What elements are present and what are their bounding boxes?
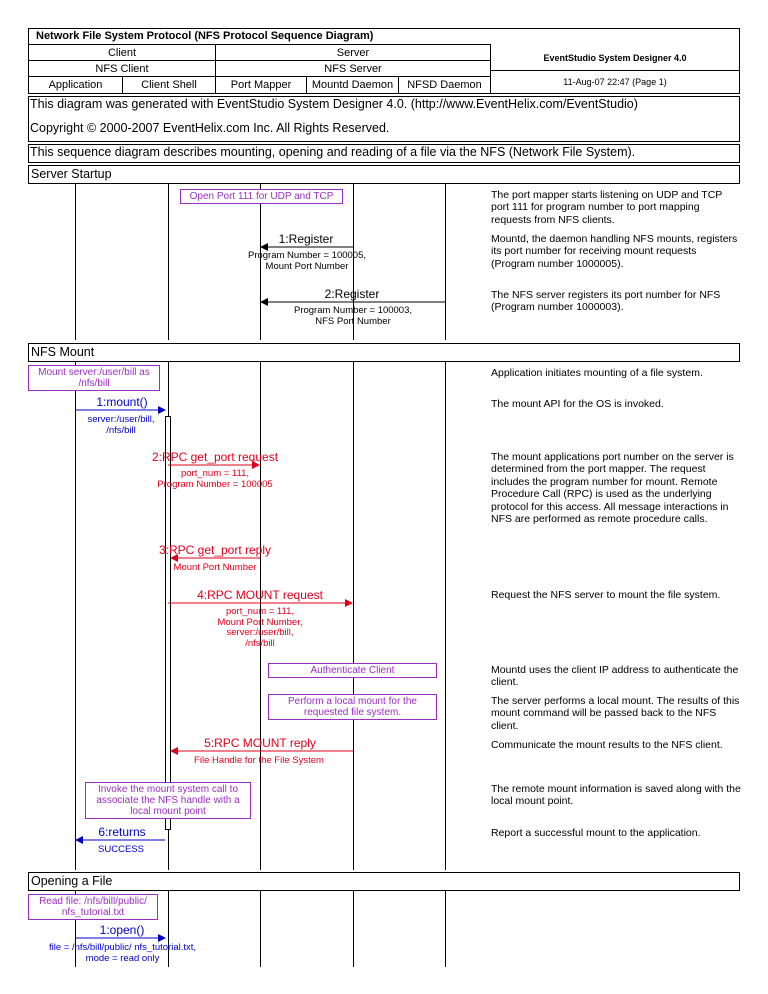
param-line: Program Number = 100005,	[247, 250, 367, 261]
description-text: This sequence diagram describes mounting, opening and reading of a file via the NFS (Network File System).	[30, 145, 636, 159]
comment-mount-initiate: Application initiates mounting of a file system.	[491, 367, 703, 379]
section-opening-file: Opening a File	[28, 872, 740, 891]
note-line: /nfs/bill	[78, 378, 110, 389]
param-line: server:/user/bill,	[226, 627, 294, 638]
note-authenticate: Authenticate Client	[268, 663, 437, 678]
note-line: Mount server:/user/bill as	[38, 367, 150, 378]
param-line: File Handle for the File System	[194, 755, 324, 766]
param-line: SUCCESS	[98, 844, 144, 855]
msg-mount-call: 1:mount()	[96, 395, 148, 409]
arrowhead-mount-request	[345, 599, 353, 607]
msg-open-call-params	[35, 943, 210, 964]
note-read-file	[28, 894, 158, 920]
comment-mount-reply: Communicate the mount results to the NFS client.	[491, 739, 723, 751]
param-line: Mount Port Number	[265, 260, 349, 272]
param-line: Mount Port Number,	[217, 616, 303, 628]
arrowhead-mount-reply	[170, 747, 178, 755]
note-open-port: Open Port 111 for UDP and TCP	[180, 189, 343, 204]
comment-get-port: The mount applications port number on the server is determined from the port mapper. The request includes the program number for mount. Remote Procedure Call (RPC) is used as the underlying protocol for this access. All message interactions in NFS are performed as remote procedure calls.	[491, 451, 734, 526]
param-line: server:/user/bill,	[87, 414, 155, 425]
msg-returns: 6:returns	[98, 825, 146, 839]
msg-get-port-request-params	[140, 469, 290, 490]
comment-authenticate: Mountd uses the client IP address to authenticate the client.	[491, 664, 739, 689]
msg-mount-request: 4:RPC MOUNT request	[197, 588, 323, 602]
generated-text: This diagram was generated with EventStudio System Designer 4.0. (http://www.EventHelix.com/EventStudio)	[30, 97, 638, 111]
msg-get-port-request: 2:RPC get_port request	[151, 450, 279, 464]
param-line: port_num = 111,	[225, 606, 295, 617]
msg-open-call: 1:open()	[99, 923, 145, 937]
actor-client-shell: Client Shell	[122, 76, 216, 94]
param-line: port_num = 111,	[180, 468, 250, 479]
comment-mount-api: The mount API for the OS is invoked.	[491, 398, 664, 410]
actor-application: Application	[28, 76, 123, 94]
note-line: Read file: /nfs/bill/public/	[39, 896, 147, 907]
note-line: nfs_tutorial.txt	[61, 907, 125, 918]
param-line: Program Number = 100005	[157, 478, 273, 490]
nfs-server-header: NFS Server	[215, 60, 491, 77]
msg-register-2: 2:Register	[324, 287, 380, 301]
comment-register-2: The NFS server registers its port number for NFS (Program number 1000003).	[491, 289, 721, 314]
msg-get-port-reply-params	[165, 563, 265, 574]
comment-mount-request: Request the NFS server to mount the file system.	[491, 589, 721, 601]
actor-nfsd-daemon: NFSD Daemon	[398, 76, 491, 94]
msg-register-1: 1:Register	[278, 232, 334, 246]
actor-port-mapper: Port Mapper	[215, 76, 307, 94]
param-line: Mount Port Number	[173, 562, 257, 573]
server-group-header: Server	[215, 44, 491, 61]
msg-returns-params	[78, 845, 164, 856]
msg-mount-reply: 5:RPC MOUNT reply	[204, 736, 316, 750]
msg-mount-call-params	[75, 415, 167, 436]
comment-register-1: Mountd, the daemon handling NFS mounts, registers its port number for receiving mount requests (Program number 1000005).	[491, 233, 738, 270]
comment-returns: Report a successful mount to the application.	[491, 827, 701, 839]
param-line: mode = read only	[85, 952, 160, 964]
note-line: associate the NFS handle with a	[96, 795, 240, 806]
print-date: 11-Aug-07 22:47 (Page 1)	[563, 77, 667, 87]
note-line: Perform a local mount for the	[288, 696, 417, 707]
note-mount-request	[28, 365, 160, 391]
note-line: requested file system.	[303, 707, 402, 718]
comment-open-port: The port mapper starts listening on UDP and TCP port 111 for program number to port mapping requests from NFS clients.	[491, 189, 723, 226]
param-line: /nfs/bill	[106, 424, 136, 436]
section-server-startup: Server Startup	[28, 165, 740, 184]
msg-register-2-params	[278, 306, 428, 327]
msg-mount-reply-params	[184, 756, 334, 767]
diagram-title: Network File System Protocol (NFS Protocol Sequence Diagram)	[36, 30, 374, 42]
param-line: Program Number = 100003,	[293, 305, 413, 316]
note-line: Invoke the mount system call to	[97, 784, 239, 795]
param-line: /nfs/bill	[245, 637, 275, 649]
client-group-header: Client	[28, 44, 216, 61]
nfs-client-header: NFS Client	[28, 60, 216, 77]
section-nfs-mount: NFS Mount	[28, 343, 740, 362]
copyright-text: Copyright © 2000-2007 EventHelix.com Inc. All Rights Reserved.	[30, 121, 390, 135]
msg-mount-request-params	[190, 607, 330, 649]
param-line: file = /nfs/bill/public/ nfs_tutorial.txt,	[48, 942, 197, 953]
note-invoke-mount	[85, 782, 251, 819]
tool-name: EventStudio System Designer 4.0	[543, 53, 687, 63]
param-line: NFS Port Number	[315, 315, 391, 327]
actor-mountd-daemon: Mountd Daemon	[306, 76, 399, 94]
msg-get-port-reply: 3:RPC get_port reply	[158, 543, 272, 557]
note-line: local mount point	[130, 806, 206, 817]
msg-register-1-params	[232, 251, 382, 272]
note-local-mount	[268, 694, 437, 720]
comment-local-mount: The server performs a local mount. The results of this mount command will be passed back to the NFS client.	[491, 695, 740, 732]
comment-invoke-mount: The remote mount information is saved along with the local mount point.	[491, 783, 741, 808]
